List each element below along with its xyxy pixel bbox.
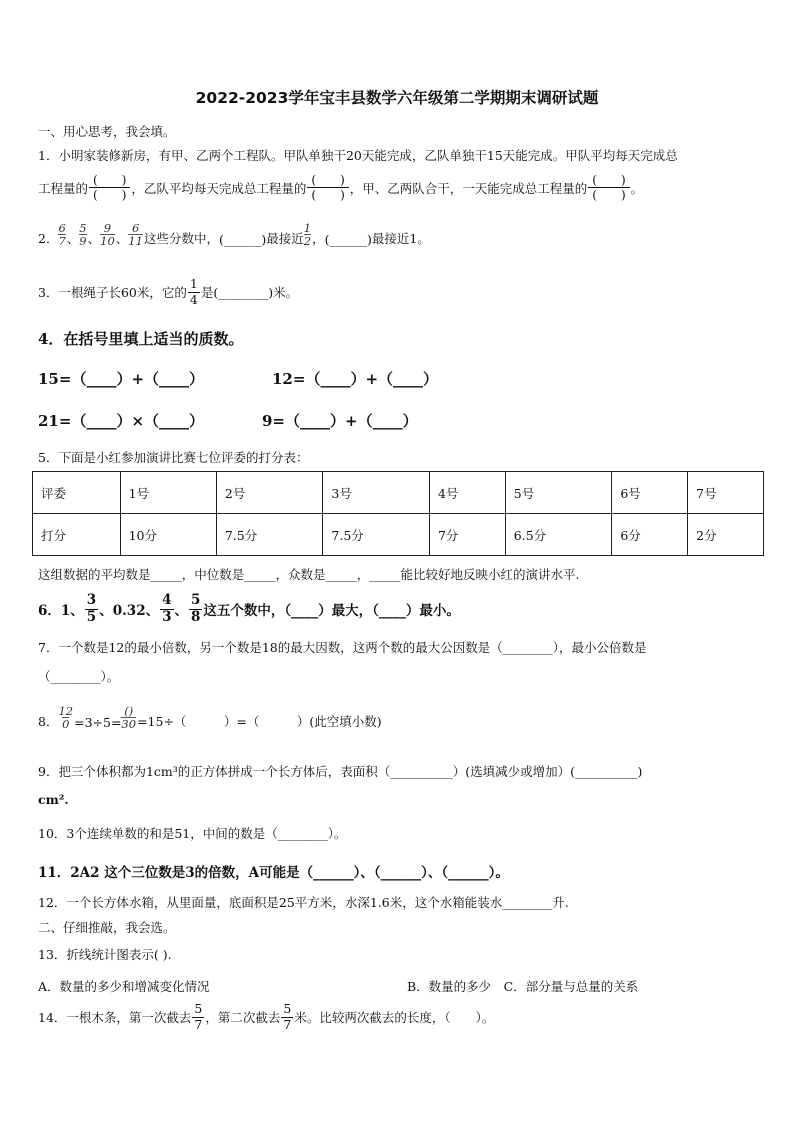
q1-fraction-blank-1[interactable]: $\frac{( )}{( )}$ (89, 174, 130, 201)
question-10[interactable]: 10．3个连续单数的和是51，中间的数是（________）。 (38, 826, 347, 841)
q6-fraction: $\frac{5}{8}$ (191, 592, 201, 625)
question-5-heading: 5．下面是小红参加演讲比赛七位评委的打分表： (38, 450, 309, 465)
q14-text-c[interactable]: 米。比较两次截去的长度，（ ）。 (294, 1010, 495, 1025)
question-6 (38, 594, 460, 624)
question-14 (38, 1003, 494, 1031)
q2-half-fraction: 1 2 (303, 221, 312, 249)
q1-text-d: 。 (630, 180, 644, 196)
table-cell: 7.5分 (216, 514, 323, 556)
question-12[interactable]: 12．一个长方体水箱，从里面量，底面积是25平方米，水深1.6米，这个水箱能装水________升. (38, 895, 569, 910)
table-cell: 3号 (323, 472, 430, 514)
table-cell: 评委 (33, 472, 121, 514)
score-table (32, 471, 764, 556)
q2-text-d: 最接近1。 (371, 231, 430, 247)
q8-number: 8． (38, 714, 59, 730)
table-cell: 6.5分 (505, 514, 612, 556)
q3-blank[interactable]: (________) (213, 284, 274, 300)
q3-fraction: $\frac{1}{4}$ (189, 276, 198, 307)
q1-text-c: ，甲、乙两队合干，一天能完成总工程量的 (349, 180, 588, 196)
question-13-stem: 13．折线统计图表示( ). (38, 947, 172, 962)
question-4-heading: 4．在括号里填上适当的质数。 (38, 330, 244, 348)
q6-text-d[interactable]: 这五个数中，（____）最大，（____）最小。 (203, 603, 460, 619)
question-8 (38, 705, 382, 730)
q1-fraction-blank-3[interactable]: $\frac{( )}{( )}$ (588, 174, 629, 201)
q1-fraction-blank-2[interactable]: $\frac{( )}{( )}$ (307, 174, 348, 201)
table-cell: 5号 (505, 472, 612, 514)
question-9-line-2: cm². (38, 792, 69, 807)
q6-fraction: $\frac{3}{5}$ (86, 592, 97, 625)
q14-fraction: $\frac{5}{7}$ (194, 1001, 203, 1032)
table-cell: 2号 (216, 472, 323, 514)
page-title: 2022-2023学年宝丰县数学六年级第二学期期末调研试题 (195, 89, 599, 107)
question-11[interactable]: 11．2A2 这个三位数是3的倍数，A可能是（______）、（______）、（______）。 (38, 865, 509, 881)
q2-separator: 、 (87, 231, 101, 247)
q2-fraction: 6 7 (58, 221, 66, 249)
q8-text-a: =3÷5= (74, 715, 122, 731)
table-cell: 6号 (612, 472, 688, 514)
question-4-row-1b[interactable]: 12=（____）+（____） (272, 370, 439, 388)
question-4-row-1a[interactable]: 15=（____）+（____） (38, 370, 205, 388)
table-row (33, 514, 764, 556)
q2-fraction: 9 10 (100, 221, 115, 249)
q2-blank-2[interactable]: (______) (324, 232, 372, 248)
q2-fraction: 5 9 (79, 221, 87, 249)
table-row (33, 472, 764, 514)
q3-text-c: 米。 (273, 285, 299, 300)
q2-text-b: 最接近 (266, 231, 304, 247)
q2-separator: 、 (66, 231, 80, 247)
q14-text-a: 14．一根木条，第一次截去 (38, 1010, 192, 1025)
table-cell: 1号 (120, 472, 216, 514)
question-7-line-1[interactable]: 7．一个数是12的最小倍数，另一个数是18的最大因数，这两个数的最大公因数是（________），最小公倍数是 (38, 640, 647, 655)
q14-fraction: $\frac{5}{7}$ (283, 1001, 292, 1032)
q8-fraction: $\frac{12}{0}$ (58, 704, 74, 732)
table-cell: 7.5分 (323, 514, 430, 556)
table-cell: 10分 (120, 514, 216, 556)
question-1-line-1: 1．小明家装修新房，有甲、乙两个工程队。甲队单独干20天能完成，乙队单独干15天能完成。甲队平均每天完成总 (38, 148, 678, 163)
q6-text-a: 6．1、 (38, 603, 84, 619)
question-5-tail[interactable]: 这组数据的平均数是_____，中位数是_____，众数是_____，_____能比较好地反映小红的演讲水平. (38, 567, 580, 582)
q2-separator: 、 (115, 231, 129, 247)
table-cell: 7号 (688, 472, 764, 514)
section-heading-2: 二、仔细推敲，我会选。 (38, 920, 176, 935)
q6-fraction: $\frac{4}{3}$ (162, 592, 172, 625)
q1-text-b: ，乙队平均每天完成总工程量的 (131, 180, 307, 196)
question-3 (38, 278, 298, 306)
question-4-row-2b[interactable]: 9=（____）+（____） (262, 412, 418, 430)
table-cell: 打分 (33, 514, 121, 556)
section-heading-1: 一、用心思考，我会填。 (38, 124, 176, 139)
question-9-line-1[interactable]: 9．把三个体积都为1cm³的正方体拼成一个长方体后，表面积（__________）(选填减少或增加）(__________) (38, 764, 643, 779)
table-cell: 4号 (429, 472, 505, 514)
q2-fraction: 6 11 (128, 221, 143, 249)
table-cell: 2分 (688, 514, 764, 556)
q2-number: 2． (38, 231, 59, 247)
q1-text-a: 工程量的 (38, 180, 89, 196)
q14-text-b: ，第二次截去 (205, 1010, 281, 1025)
q2-blank-1[interactable]: (______) (218, 232, 267, 248)
table-cell: 6分 (612, 514, 688, 556)
q8-fraction: () 30 (121, 704, 137, 732)
question-7-line-2[interactable]: （________）。 (38, 669, 120, 684)
q6-text-b: 、0.32、 (99, 603, 160, 619)
q8-text-b[interactable]: =15÷（ ）=（ ）(此空填小数) (137, 714, 382, 730)
question-2 (38, 222, 430, 247)
q2-text-c: ， (312, 231, 325, 247)
q2-text-a: 这些分数中， (143, 231, 219, 247)
question-13-option-a[interactable]: A．数量的多少和增减变化情况 (38, 979, 210, 994)
question-1-line-2 (38, 174, 643, 201)
table-cell: 7分 (429, 514, 505, 556)
question-4-row-2a[interactable]: 21=（____）×（____） (38, 412, 205, 430)
q6-text-c: 、 (174, 603, 188, 619)
question-13-options-bc[interactable]: B．数量的多少 C．部分量与总量的关系 (407, 979, 639, 994)
q3-text-b: 是 (200, 285, 214, 300)
q3-text-a: 3．一根绳子长60米，它的 (38, 285, 187, 300)
